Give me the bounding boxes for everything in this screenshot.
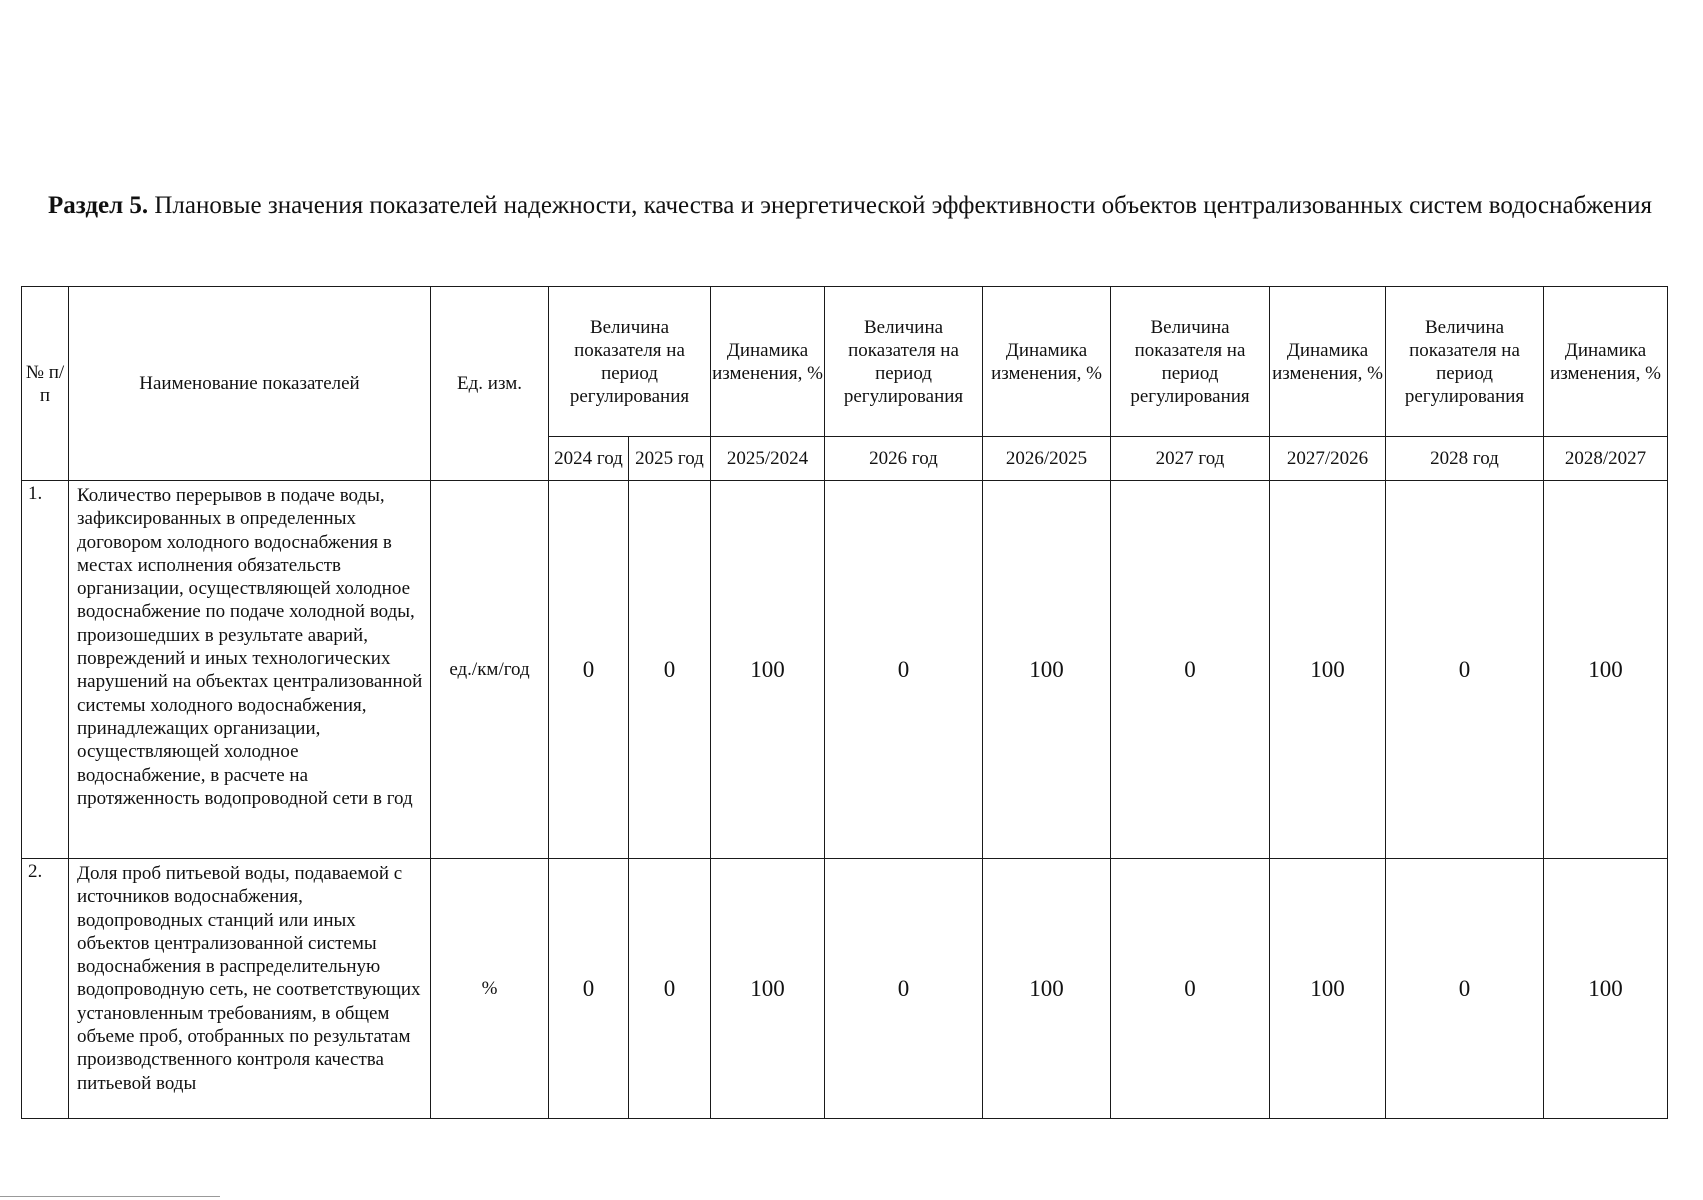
- section-title-text: Плановые значения показателей надежности, качества и энергетической эффективности объектов централизованных систем водоснабжения: [148, 192, 1652, 219]
- table-row: [22, 481, 1668, 859]
- header-value-period-2027: Величина показателя на период регулирования: [1111, 287, 1270, 437]
- indicators-table: [21, 286, 1668, 1119]
- row-number: 1.: [22, 481, 69, 859]
- row-unit: ед./км/год: [431, 481, 549, 859]
- header-dynamics-2026: Динамика изменения, %: [983, 287, 1111, 437]
- header-dynamics-2027: Динамика изменения, %: [1270, 287, 1386, 437]
- dynamics-2028-2027: 100: [1544, 481, 1668, 859]
- header-value-period-2024-2025: Величина показателя на период регулирования: [549, 287, 711, 437]
- dynamics-2027-2026: 100: [1270, 859, 1386, 1119]
- header-name: Наименование показателей: [69, 287, 431, 481]
- value-2027: 0: [1111, 859, 1270, 1119]
- table-row: [22, 859, 1668, 1119]
- header-dynamics-2028: Динамика изменения, %: [1544, 287, 1668, 437]
- subheader-2026-2025: 2026/2025: [983, 437, 1111, 481]
- value-2028: 0: [1386, 859, 1544, 1119]
- subheader-2027-2026: 2027/2026: [1270, 437, 1386, 481]
- header-num: № п/п: [22, 287, 69, 481]
- section-title-number: Раздел 5.: [47, 192, 149, 219]
- dynamics-2028-2027: 100: [1544, 859, 1668, 1119]
- header-dynamics-2025: Динамика изменения, %: [711, 287, 825, 437]
- subheader-2028-2027: 2028/2027: [1544, 437, 1668, 481]
- value-2027: 0: [1111, 481, 1270, 859]
- subheader-2025-2024: 2025/2024: [711, 437, 825, 481]
- value-2026: 0: [825, 481, 983, 859]
- row-indicator-name: Доля проб питьевой воды, подаваемой с источников водоснабжения, водопроводных станций или иных объектов централизованной системы водоснабжения в распределительную водопроводную сеть, не соответствующих установленным требованиям, в общем объеме проб, отобранных по результатам производственного контроля качества питьевой воды: [69, 859, 431, 1119]
- dynamics-2025-2024: 100: [711, 481, 825, 859]
- row-indicator-name: Количество перерывов в подаче воды, зафиксированных в определенных договором холодного водоснабжения в местах исполнения обязательств организации, осуществляющей холодное водоснабжение по подаче холодной воды, произошедших в результате аварий, повреждений и иных технологических нарушений на объектах централизованной системы холодного водоснабжения, принадлежащих организации, осуществляющей холодное водоснабжение, в расчете на протяженность водопроводной сети в год: [69, 481, 431, 859]
- header-row: [22, 287, 1668, 437]
- value-2026: 0: [825, 859, 983, 1119]
- value-2025: 0: [629, 859, 711, 1119]
- row-unit: %: [431, 859, 549, 1119]
- row-number: 2.: [22, 859, 69, 1119]
- section-title: [40, 190, 1660, 222]
- header-value-period-2026: Величина показателя на период регулирования: [825, 287, 983, 437]
- dynamics-2026-2025: 100: [983, 481, 1111, 859]
- subheader-2027: 2027 год: [1111, 437, 1270, 481]
- header-unit: Ед. изм.: [431, 287, 549, 481]
- dynamics-2027-2026: 100: [1270, 481, 1386, 859]
- dynamics-2026-2025: 100: [983, 859, 1111, 1119]
- subheader-2025: 2025 год: [629, 437, 711, 481]
- subheader-2026: 2026 год: [825, 437, 983, 481]
- subheader-2024: 2024 год: [549, 437, 629, 481]
- dynamics-2025-2024: 100: [711, 859, 825, 1119]
- value-2025: 0: [629, 481, 711, 859]
- value-2024: 0: [549, 481, 629, 859]
- value-2028: 0: [1386, 481, 1544, 859]
- subheader-2028: 2028 год: [1386, 437, 1544, 481]
- value-2024: 0: [549, 859, 629, 1119]
- header-value-period-2028: Величина показателя на период регулирования: [1386, 287, 1544, 437]
- footer-rule: [0, 1196, 220, 1197]
